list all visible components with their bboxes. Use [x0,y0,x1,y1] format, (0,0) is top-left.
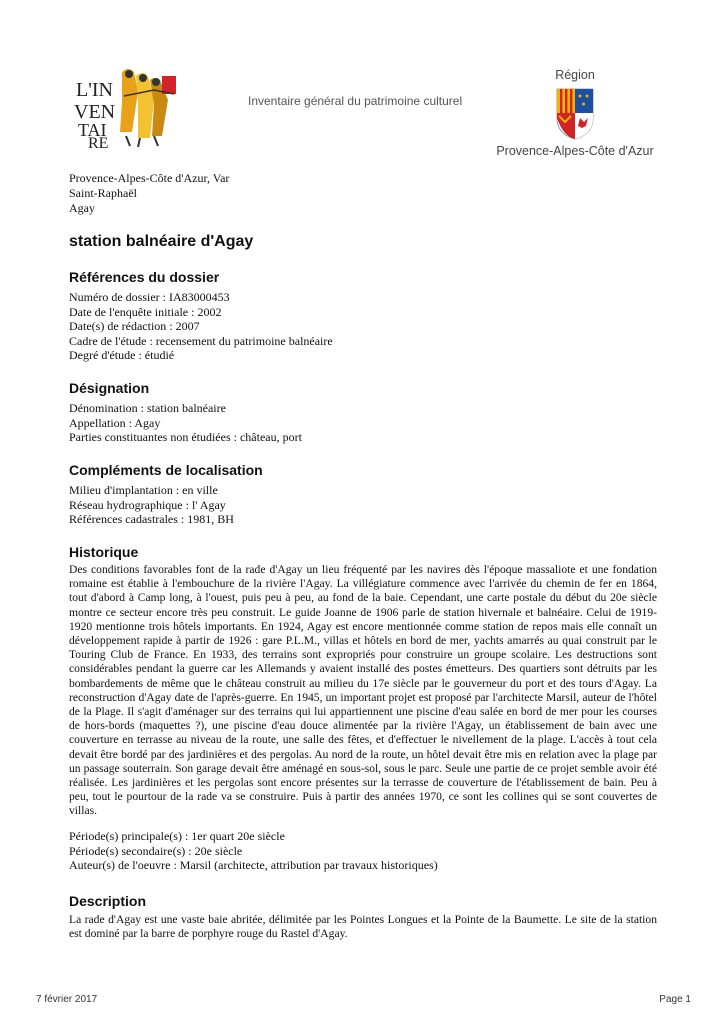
localisation-heading: Compléments de localisation [69,462,263,478]
svg-text:RE: RE [88,135,109,148]
field-line: Milieu d'implantation : en ville [69,483,218,497]
location-line: Agay [69,201,95,215]
field-line: Numéro de dossier : IA83000453 [69,290,230,304]
description-text: La rade d'Agay est une vaste baie abritée, délimitée par les Pointes Longues et la Pointe de la Baumette. Le site de la station est dominé par la barre de porphyre rouge du Rastel d'Agay. [69,913,657,941]
inventaire-illustration-icon [74,66,192,148]
historique-fields [69,829,438,873]
svg-text:TAI: TAI [78,120,107,140]
references-heading: Références du dossier [69,269,220,285]
field-line: Période(s) principale(s) : 1er quart 20e siècle [69,829,285,843]
svg-text:L'IN: L'IN [76,79,113,101]
footer-date: 7 février 2017 [36,994,98,1005]
field-line: Période(s) secondaire(s) : 20e siècle [69,843,243,858]
location-block [69,171,229,216]
location-line: Provence-Alpes-Côte d'Azur, Var [69,171,230,185]
field-line: Cadre de l'étude : recensement du patrimoine balnéaire [69,333,333,348]
historique-text: Des conditions favorables font de la rade d'Agay un lieu fréquenté par les navires dès l'époque massaliote et une fondation romaine est établie à l'embouchure de la rivière l'Agay. La villégiature commence avec l'arrivée du chemin de fer en 1864, tout d'abord à Camp long, à l'ouest, puis peu à peu, au fond de la baie. Cependant, une carte postale du début du 20e siècle montre ce secteur encore très peu construit. Le guide Joanne de 1906 parle de station hivernale et balnéaire. Celui de 1919-1920 mentionne trois hôtels importants. En 1924, Agay est encore mentionnée comme station de repos mais elle connaît un développement rapide à partir de 1926 : gare P.L.M., villas et hôtels en bord de mer, yachts amarrés au quai construit par le Touring Club de France. En 1933, des terrains sont expropriés pour construire un groupe scolaire. Les destructions sont considérables pendant la guerre car les Allemands y avaient installé des postes émetteurs. Des quartiers sont détruits par les bombardements de même que le château construit au milieu du 17e siècle par le gouverneur du port et des tours d'Agay. La reconstruction d'Agay date de l'après-guerre. En 1945, un important projet est proposé par l'architecte Marsil, auteur de l'hôtel de la Plage. Il s'agit d'aménager sur des terrains qui lui appartiennent une piscine d'eau salée en bord de mer pour les courses de hors-bords (maquettes ?), une piscine d'eau douce alimentée par la rivière l'Agay, un établissement de bain avec une couverture en terrasse au niveau de la route, une salle des fêtes, et d'effectuer le nivellement de la plage. L'accès à tout cela devait être bordé par des jardinières et des pergolas. Au nord de la route, un hôtel devait être mis en relation avec la plage par un passage souterrain. Son garage devait être aménagé en sous-sol, sous le parc. Seule une partie de ce projet semble avoir été réalisée. Les jardinières et les pergolas sont encore présentes sur la terrasse de couverture de l'établissement de bain. Peu à peu, tout le pourtour de la rade va se construire. Puis à partir des années 1970, ce sont les collines qui se sont couvertes de villas. [69,563,657,818]
field-line: Parties constituantes non étudiées : château, port [69,430,302,444]
designation-heading: Désignation [69,380,150,396]
region-label: Région [555,68,595,82]
region-shield-icon [556,88,594,140]
field-line: Date de l'enquête initiale : 2002 [69,304,222,319]
field-line: Dénomination : station balnéaire [69,401,226,415]
inventaire-logo [74,66,192,148]
location-line: Saint-Raphaël [69,186,137,200]
footer-page-number: Page 1 [659,994,691,1005]
region-block [490,68,660,158]
field-line: Degré d'étude : étudié [69,348,175,362]
localisation-fields [69,483,234,527]
field-line: Références cadastrales : 1981, BH [69,512,234,526]
page-title: station balnéaire d'Agay [69,233,254,250]
description-heading: Description [69,893,147,909]
field-line: Réseau hydrographique : l' Agay [69,497,226,512]
header-subtitle: Inventaire général du patrimoine culturel [248,94,463,108]
svg-text:VEN: VEN [74,101,116,123]
field-line: Date(s) de rédaction : 2007 [69,319,200,333]
references-fields [69,290,333,363]
designation-fields [69,401,302,445]
historique-heading: Historique [69,544,139,560]
field-line: Auteur(s) de l'oeuvre : Marsil (architecte, attribution par travaux historiques) [69,858,438,872]
field-line: Appellation : Agay [69,415,161,430]
region-name: Provence-Alpes-Côte d'Azur [496,144,654,158]
